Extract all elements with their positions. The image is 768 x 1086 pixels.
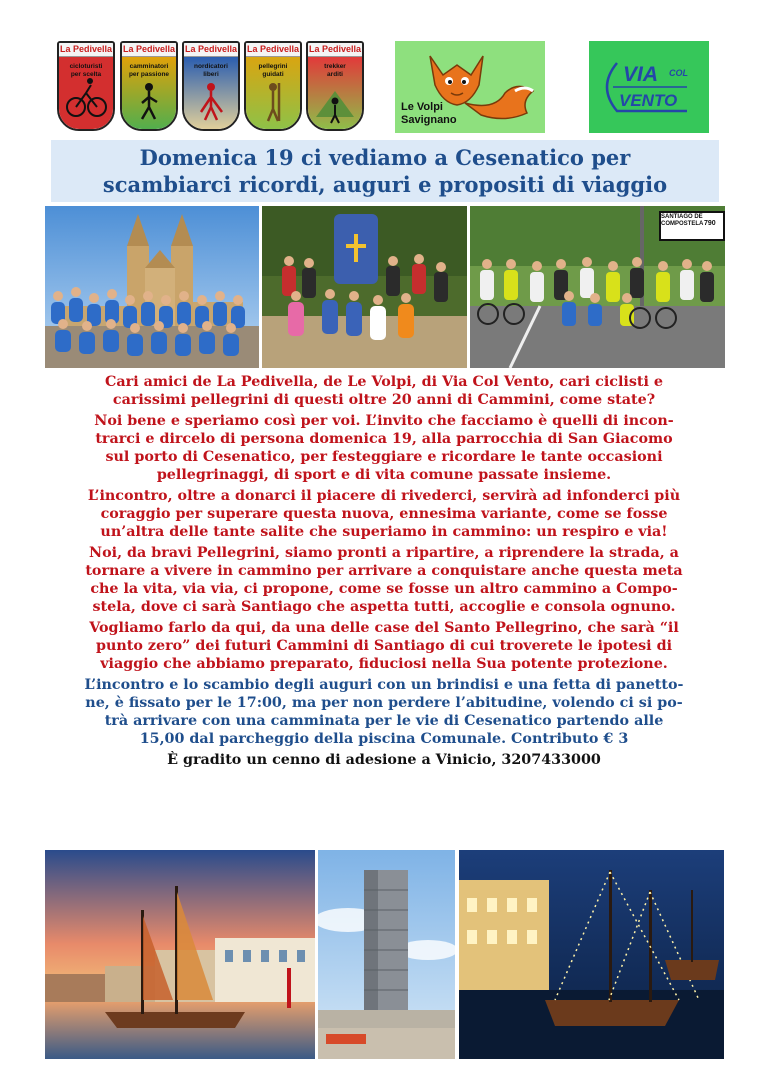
badge-motto: pellegrini guidati: [258, 63, 288, 78]
wind-swirl-icon: [589, 41, 709, 133]
le-volpi-logo: [395, 41, 545, 133]
compostela-sign-number: 790: [704, 220, 716, 227]
badge-brand: La Pedivella: [122, 43, 176, 57]
badge-motto: nordicatori liberi: [194, 63, 228, 78]
title-line-1: Domenica 19 ci vediamo a Cesenatico per: [139, 145, 631, 170]
title-line-2: scambiarci ricordi, auguri e propositi di viaggio: [102, 172, 668, 197]
pedivella-trekker-badge: [306, 41, 364, 131]
photo-hikers-waymark: [262, 206, 467, 368]
pedivella-pellegrini-badge: [244, 41, 302, 131]
badge-brand: La Pedivella: [308, 43, 362, 57]
pedivella-nordicatori-badge: [182, 41, 240, 131]
pedivella-cicloturisti-badge: [57, 41, 115, 131]
letter-santo-pellegrino: Vogliamo farlo da qui, da una delle case del Santo Pellegrino, che sarà “il punto zero” dei futuri Cammini di Santiago di cui troverete le ipotesi di viaggio che abbiamo preparato, fiduciosi nella Sua potente protezione.: [89, 620, 679, 672]
letter-rsvp: È gradito un cenno di adesione a Vinicio, 3207433000: [167, 752, 601, 768]
badge-motto: camminatori per passione: [128, 63, 170, 78]
title-banner: [51, 140, 719, 202]
letter-event-details: L’incontro e lo scambio degli auguri con un brindisi e una fetta di panetto- ne, è fissato per le 17:00, ma per non perdere l’abitudine, volendo ci si po- trà arrivare con una camminata per le vie di Cesenatico partendo alle 15,00 dal parcheggio della piscina Comunale. Contributo € 3: [84, 677, 684, 747]
vento-col: COL: [669, 68, 688, 78]
photo-grattacielo-tower: [318, 850, 455, 1059]
badge-brand: La Pedivella: [59, 43, 113, 57]
letter-pilgrims: Noi, da bravi Pellegrini, siamo pronti a ripartire, a riprendere la strada, a tornare a vivere in cammino per arrivare a conquistare anche questa meta che la vita, via via, ci propone, come se fosse un altro cammino a Compo- stela, dove ci sarà Santiago che aspetta tutti, accoglie e consola ognuno.: [85, 545, 683, 615]
photo-santiago-cathedral-group: [45, 206, 259, 368]
photo-cyclists-compostela-sign: [470, 206, 725, 368]
badge-brand: La Pedivella: [184, 43, 238, 57]
letter-invitation: Noi bene e speriamo così per voi. L’invito che facciamo è quelli di incon- trarci e dircelo di persona domenica 19, alla parrocchia di San Giacomo sul porto di Cesenatico, per festeggiare e ricordare le tante occasioni pellegrinaggi, di sport e di vita comune passate insieme.: [94, 413, 674, 483]
badge-motto: cicloturisti per scelta: [69, 63, 103, 78]
via-col-vento-logo: [589, 41, 709, 133]
compostela-sign-text: SANTIAGO DE COMPOSTELA: [661, 214, 704, 227]
photo-canal-night-sailboats: [459, 850, 724, 1059]
letter-body: [52, 373, 716, 772]
volpi-label: Le Volpi Savignano: [401, 101, 457, 126]
letter-greeting: Cari amici de La Pedivella, de Le Volpi, di Via Col Vento, cari ciclisti e carissimi pellegrini di questi oltre 20 anni di Cammini, come state?: [105, 374, 663, 408]
vento-vento: VENTO: [619, 91, 678, 110]
photo-cesenatico-harbour-sunset: [45, 850, 315, 1059]
vento-via: VIA: [623, 63, 659, 86]
letter-encouragement: L’incontro, oltre a donarci il piacere di rivederci, servirà ad infonderci più coraggio per superare questa nuova, ennesima variante, come se fosse un’altra delle tante salite che superiamo in cammino: un respiro e via!: [87, 488, 681, 540]
pedivella-camminatori-badge: [120, 41, 178, 131]
badge-brand: La Pedivella: [246, 43, 300, 57]
badge-motto: trekker arditi: [324, 63, 346, 78]
